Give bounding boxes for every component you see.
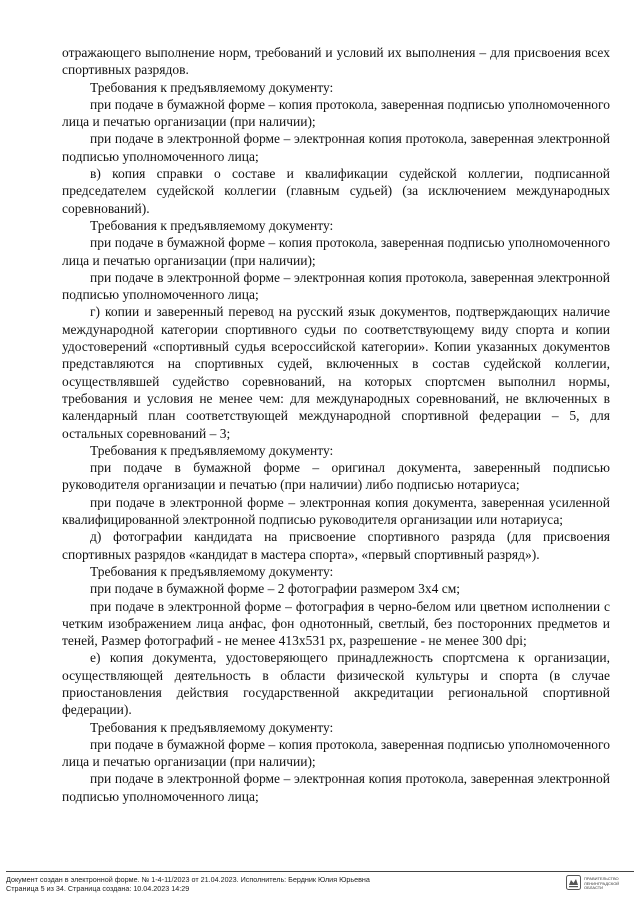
region-emblem-icon [566,875,581,890]
footer-document-info: Документ создан в электронной форме. № 1-4-11/2023 от 21.04.2023. Исполнитель: Бердник Юлия Юрьевна [6,875,370,884]
paragraph: при подаче в бумажной форме – 2 фотографии размером 3х4 см; [90,581,460,597]
paragraph: при подаче в бумажной форме – копия протокола, заверенная подписью уполномоченного лица и печатью организации (при наличии); [62,96,610,130]
paragraph: Требования к предъявляемому документу: [90,719,334,735]
paragraph: Требования к предъявляемому документу: [90,217,334,233]
paragraph: Требования к предъявляемому документу: [90,442,334,458]
paragraph: при подаче в электронной форме – электронная копия документа, заверенная усиленной квалифицированной электронной подписью руководителя организации или нотариуса; [62,494,610,528]
paragraph: г) копии и заверенный перевод на русский язык документов, подтверждающих наличие международной категории спортивного судьи по соответствующему виду спорта и копии удостоверений «спортивный судья всероссийской категории». Копии указанных документов представляются на спортивных судей, включенных в состав судейской коллегии, осуществлявшей судейство соревнований, на которых спортсмен выполнил нормы, требования и условия не менее чем: для международных соревнований, не включенных в календарный план соответствующей международной спортивной федерации – 5, для остальных соревнований – 3; [62,304,610,441]
paragraph: при подаче в электронной форме – фотография в черно-белом или цветном исполнении с четким изображением лица анфас, фон однотонный, светлый, без посторонних предметов и теней, Размер фотографий - не менее 413х531 px, разрешение - не менее 300 dpi; [62,598,610,649]
paragraph: Требования к предъявляемому документу: [90,79,334,95]
paragraph: в) копия справки о составе и квалификации судейской коллегии, подписанной председателем судейской коллегии (главным судьей) (за исключением международных соревнований). [62,166,610,216]
paragraph: при подаче в электронной форме – электронная копия протокола, заверенная электронной подписью уполномоченного лица; [62,771,610,804]
paragraph: при подаче в бумажной форме – копия протокола, заверенная подписью уполномоченного лица и печатью организации (при наличии); [62,736,610,770]
document-footer [6,875,526,893]
government-logo [566,875,636,899]
paragraph: е) копия документа, удостоверяющего принадлежность спортсмена к организации, осуществляющей деятельность в области физической культуры и спорта (в случае приостановления действия государственной аккредитации региональной спортивной федерации). [62,650,610,718]
government-logo-text: ПРАВИТЕЛЬСТВО ЛЕНИНГРАДСКОЙ ОБЛАСТИ [584,876,620,891]
paragraph: Требования к предъявляемому документу: [90,563,334,579]
footer-divider [6,871,634,872]
paragraph: при подаче в бумажной форме – оригинал документа, заверенный подписью руководителя организации и печатью (при наличии) либо подписью нотариуса; [62,460,610,493]
paragraph: при подаче в электронной форме – электронная копия протокола, заверенная электронной подписью уполномоченного лица; [62,131,610,164]
footer-page-info: Страница 5 из 34. Страница создана: 10.04.2023 14:29 [6,884,190,893]
paragraph: при подаче в бумажной форме – копия протокола, заверенная подписью уполномоченного лица и печатью организации (при наличии); [62,235,610,268]
paragraph: при подаче в электронной форме – электронная копия протокола, заверенная электронной подписью уполномоченного лица; [62,269,610,303]
paragraph: д) фотографии кандидата на присвоение спортивного разряда (для присвоения спортивных разрядов «кандидат в мастера спорта», «первый спортивный разряд»). [62,529,610,562]
paragraph: отражающего выполнение норм, требований и условий их выполнения – для присвоения всех спортивных разрядов. [62,45,610,78]
document-body [62,44,610,805]
